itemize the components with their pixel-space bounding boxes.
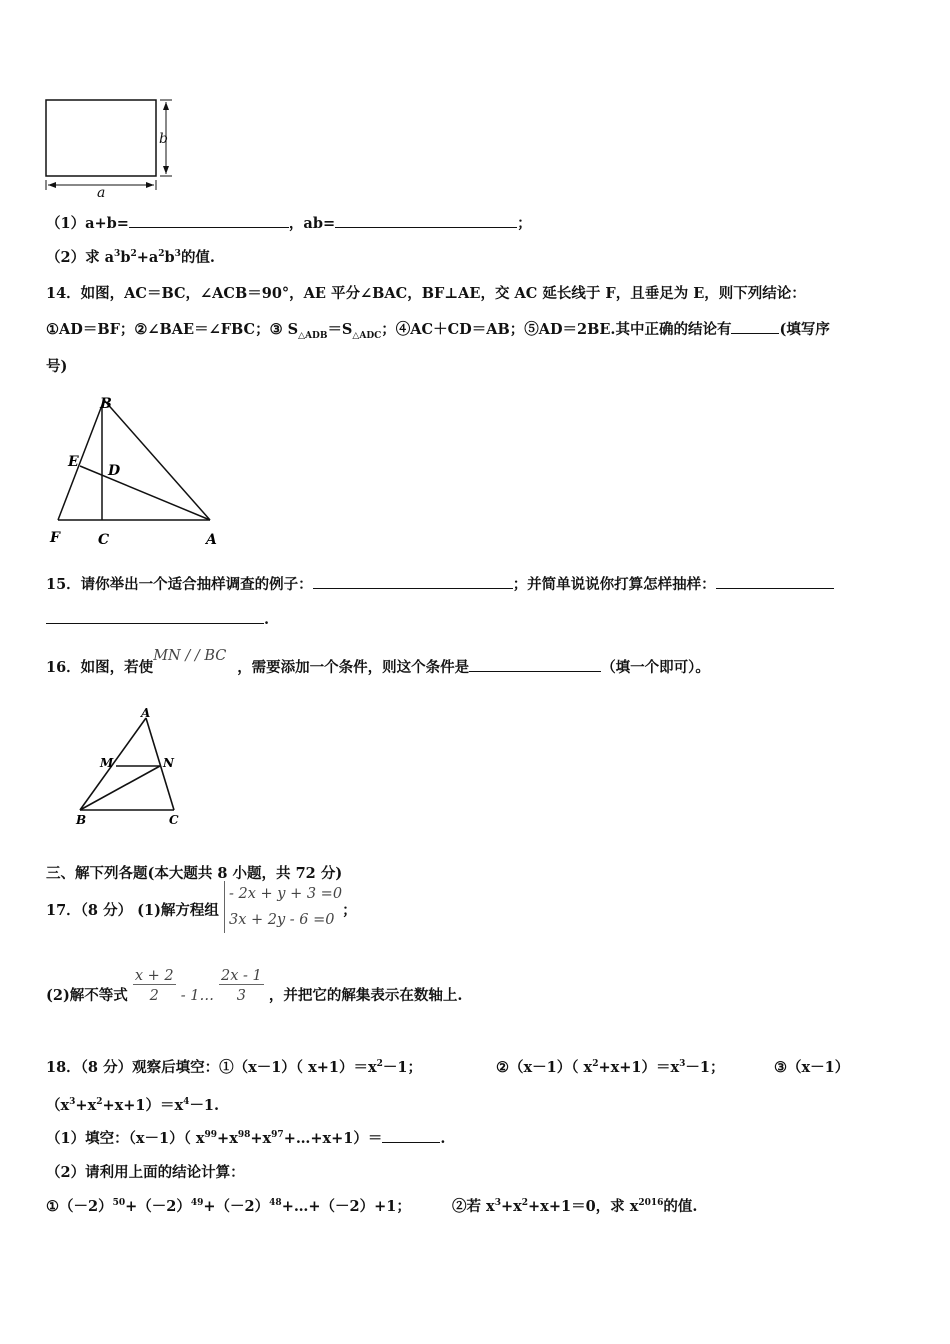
triangle-figure-q16 xyxy=(70,702,190,832)
answer-blank-q16[interactable] xyxy=(469,657,601,672)
answer-blank-q15-method-a[interactable] xyxy=(716,574,834,589)
label-A: A xyxy=(141,706,151,720)
q16-line: 16．如图，若使MN / / BC，需要添加一个条件，则这个条件是 （填一个即可）。 xyxy=(46,648,710,676)
label-b: b xyxy=(159,131,168,147)
label-a: a xyxy=(97,185,106,200)
answer-blank-q15-example[interactable] xyxy=(313,574,513,589)
label-B: B xyxy=(100,396,112,412)
answer-blank-q15-method-b[interactable] xyxy=(46,609,264,624)
q17-part1: 17．（8 分） (1)解方程组 - 2x + y + 3 =0 3x + 2y - 6 =0 ； xyxy=(46,885,357,937)
q14-line2: ①AD＝BF；②∠BAE＝∠FBC；③ $S_{\triangle ADB}=S_{\triangle ADC}$；④AC＋CD＝AB；⑤AD＝2BE.其中正确的结论有 (填写序 xyxy=(46,321,830,341)
q18-line5-part2: ②若 $x^3+x^2+x+1=0$，求 $x^{2016}$的值. xyxy=(452,1198,698,1215)
q15-line2: . xyxy=(46,609,269,628)
q18-line2: $(x^3+x^2+x+1)=x^4-1$. xyxy=(46,1097,220,1114)
label-B: B xyxy=(76,813,87,827)
answer-blank-q14[interactable] xyxy=(731,319,779,334)
equation-system: - 2x + y + 3 =0 3x + 2y - 6 =0 xyxy=(224,881,342,933)
answer-blank-ab[interactable] xyxy=(335,213,517,228)
label-N: N xyxy=(163,756,174,770)
label-D: D xyxy=(108,463,121,479)
q18-line1: 18．（8 分）观察后填空：①（x－1）（ $x+1)=x^2-1$； xyxy=(46,1059,422,1076)
q13-part2: （2）求 $a^3b^2+a^2b^3$的值. xyxy=(46,249,215,266)
q13-part1: （1）a+b= ，ab= ； xyxy=(46,215,532,232)
q17-part2: (2)解不等式 $\frac{x + 2}{2}$ - 1… $\frac{2x - 1}{3}$ ，并把它的解集表示在数轴上. xyxy=(46,968,463,1004)
q18-line1-part2: ②（x－1）（ $x^2+x+1)=x^3-1$； xyxy=(496,1059,725,1076)
q15-line1: 15．请你举出一个适合抽样调查的例子： ；并简单说说你打算怎样抽样： xyxy=(46,573,834,594)
label-F: F xyxy=(50,530,60,546)
q18-line1-part3: ③（x－1） xyxy=(774,1059,850,1076)
answer-blank-a-plus-b[interactable] xyxy=(129,213,289,228)
q14-line1: 14．如图，AC＝BC，∠ACB＝90°，AE 平分∠BAC，BF⊥AE，交 AC 延长线于 F，且垂足为 E，则下列结论： xyxy=(46,285,806,302)
label-C: C xyxy=(169,813,179,827)
label-A: A xyxy=(206,532,217,548)
label-E: E xyxy=(68,454,79,470)
triangle-figure-q14 xyxy=(44,394,224,554)
rectangle-figure xyxy=(40,96,180,200)
q18-line4: （2）请利用上面的结论计算： xyxy=(46,1164,245,1181)
label-C: C xyxy=(98,532,110,548)
q18-line3: （1）填空：（x－1）（ $x^{99}+x^{98}+x^{97}+\dots+x+1)=$ . xyxy=(46,1130,446,1147)
q18-line5: $①(-2)^{50}+(-2)^{49}+(-2)^{48}+\dots+(-2)+1$； xyxy=(46,1198,411,1215)
q16-math: MN / / BC xyxy=(153,648,227,664)
fraction-2: $\frac{2x - 1}{3}$ xyxy=(221,968,262,1004)
section-3-title: 三、解下列各题(本大题共 8 小题，共 72 分) xyxy=(46,865,343,882)
fraction-1: $\frac{x + 2}{2}$ xyxy=(134,968,174,1004)
label-M: M xyxy=(100,756,114,770)
q14-line3: 号) xyxy=(46,358,68,375)
answer-blank-q18[interactable] xyxy=(382,1128,440,1143)
